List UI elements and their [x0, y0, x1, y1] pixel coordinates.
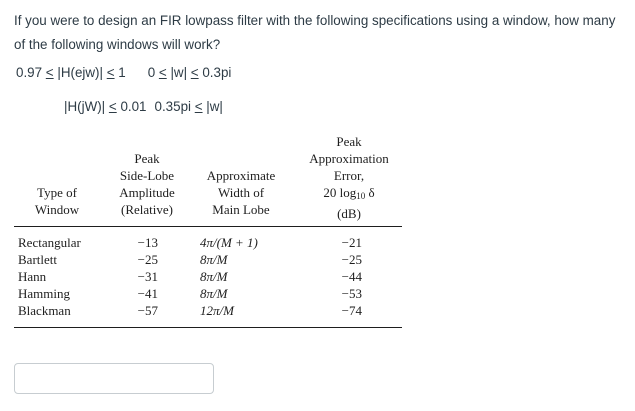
table-cell: −53: [341, 286, 362, 301]
table-cell: 4π/(M + 1): [200, 235, 258, 250]
table-cell: −57: [137, 303, 158, 318]
table-cell: Rectangular: [18, 235, 81, 250]
header-approximation-error: Peak Approximation Error, 20 $\log_{10} \delta$ (dB): [300, 133, 398, 222]
table-cell: −21: [341, 235, 362, 250]
column-peak-sidelobe: [118, 234, 158, 319]
table-cell: Bartlett: [18, 252, 57, 267]
table-top-rule: [14, 226, 402, 227]
table-cell: Hann: [18, 269, 47, 284]
header-mainlobe-width: Approximate Width of Main Lobe: [206, 168, 276, 217]
header-window-type: Type of Window: [34, 185, 80, 217]
table-cell: −25: [137, 252, 158, 267]
table-cell: −74: [341, 303, 362, 318]
table-cell: 12π/M: [200, 303, 234, 318]
stopband-spec: [64, 99, 223, 114]
column-mainlobe-width: [200, 234, 258, 319]
stopband-freq-spec: 0.35pi < |w|: [154, 99, 223, 114]
column-approximation-error: [322, 234, 362, 319]
answer-input[interactable]: [14, 363, 214, 394]
table-cell: −44: [341, 269, 362, 284]
header-peak-sidelobe: Peak Side-Lobe Amplitude (Relative): [119, 151, 175, 217]
table-cell: 8π/M: [200, 286, 228, 301]
stopband-gain-spec: |H(jW)| < 0.01: [64, 99, 147, 114]
table-cell: 8π/M: [200, 269, 228, 284]
table-cell: 8π/M: [200, 252, 228, 267]
error-formula: 20 $\log_{10} \delta$: [323, 185, 375, 201]
table-cell: −31: [137, 269, 158, 284]
passband-gain-spec: 0.97 < |H(ejw)| < 1: [16, 65, 126, 80]
table-cell: −25: [341, 252, 362, 267]
window-comparison-table: [0, 130, 410, 335]
question-text: If you were to design an FIR lowpass filter with the following specifications using a window, how many of the following windows will work?: [14, 13, 616, 52]
column-window-type: [18, 234, 81, 319]
table-cell: −13: [137, 235, 158, 250]
table-cell: Hamming: [18, 286, 70, 301]
passband-freq-spec: 0 < |w| < 0.3pi: [147, 65, 232, 80]
table-cell: Blackman: [18, 303, 71, 318]
table-bottom-rule: [14, 327, 402, 328]
passband-spec: [16, 65, 231, 80]
table-cell: −41: [137, 286, 158, 301]
